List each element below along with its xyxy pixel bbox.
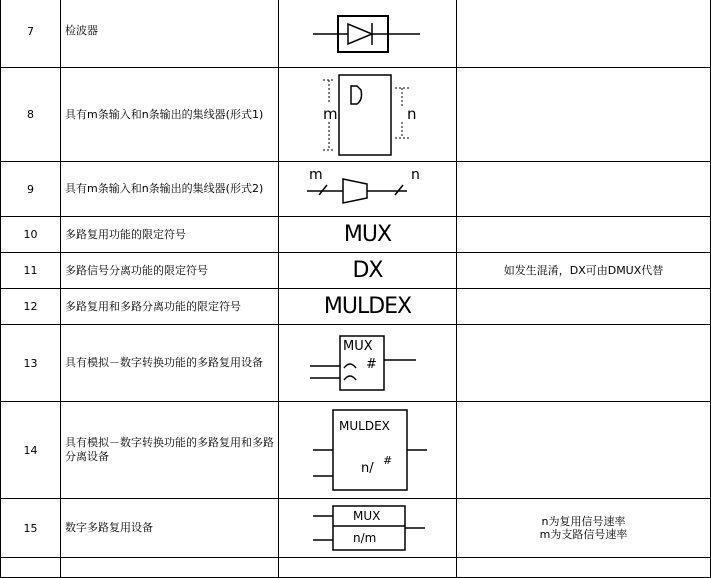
row-number: 9: [1, 162, 61, 217]
table-row: [1, 217, 711, 253]
dx-qualifier: DX: [352, 258, 383, 283]
row-number: 12: [1, 289, 61, 325]
table-row: [1, 68, 711, 162]
n-label: n: [410, 167, 420, 183]
concentrator-symbol-form1: [279, 68, 457, 162]
ad-muldex-device-symbol: [279, 402, 457, 499]
row-description: 多路复用和多路分离功能的限定符号: [61, 289, 279, 325]
box-title: MUX: [352, 509, 380, 523]
row-description: 具有模拟－数字转换功能的多路复用和多路分离设备: [61, 402, 279, 499]
note-line-2: m为支路信号速率: [539, 528, 628, 541]
table-row: [1, 0, 711, 68]
hash-mark: #: [382, 454, 392, 467]
row-note: [457, 217, 711, 253]
row-description: 多路复用功能的限定符号: [61, 217, 279, 253]
n-label: n: [406, 104, 417, 123]
concentrator-symbol-form2: [279, 162, 457, 217]
row-note: [457, 68, 711, 162]
m-label: m: [308, 167, 323, 183]
table-row: [1, 325, 711, 402]
row-number: 10: [1, 217, 61, 253]
row-number: 7: [1, 0, 61, 68]
row-description: 多路信号分离功能的限定符号: [61, 253, 279, 289]
box-title: MUX: [342, 339, 373, 354]
table-row: [1, 162, 711, 217]
row-note: [457, 402, 711, 499]
table-row: [1, 499, 711, 558]
row-note: [457, 289, 711, 325]
row-number: 15: [1, 499, 61, 558]
row-number: 14: [1, 402, 61, 499]
box-sub: n/m: [352, 531, 376, 545]
row-description: 具有模拟－数字转换功能的多路复用设备: [61, 325, 279, 402]
note-line-1: n为复用信号速率: [541, 515, 626, 528]
row-number: 13: [1, 325, 61, 402]
mux-qualifier: MUX: [343, 222, 392, 247]
row-description: 检波器: [61, 0, 279, 68]
row-note: [457, 0, 711, 68]
row-note: [457, 499, 711, 558]
detector-symbol: [279, 0, 457, 68]
digital-mux-device-symbol: [279, 499, 457, 558]
box-sub: n/: [360, 461, 374, 476]
row-note: [457, 162, 711, 217]
table-row: [1, 289, 711, 325]
row-number: 8: [1, 68, 61, 162]
row-number: 11: [1, 253, 61, 289]
box-title: MULDEX: [338, 419, 390, 433]
row-description: 具有m条输入和n条输出的集线器(形式2): [61, 162, 279, 217]
muldex-qualifier: MULDEX: [323, 294, 412, 319]
m-label: m: [322, 104, 338, 123]
row-note: 如发生混淆，DX可由DMUX代替: [457, 253, 711, 289]
table-row: [1, 253, 711, 289]
hash-mark: #: [365, 357, 377, 372]
row-note: [457, 325, 711, 402]
row-description: 具有m条输入和n条输出的集线器(形式1): [61, 68, 279, 162]
row-description: 数字多路复用设备: [61, 499, 279, 558]
table-row: [1, 402, 711, 499]
ad-mux-device-symbol: [279, 325, 457, 402]
